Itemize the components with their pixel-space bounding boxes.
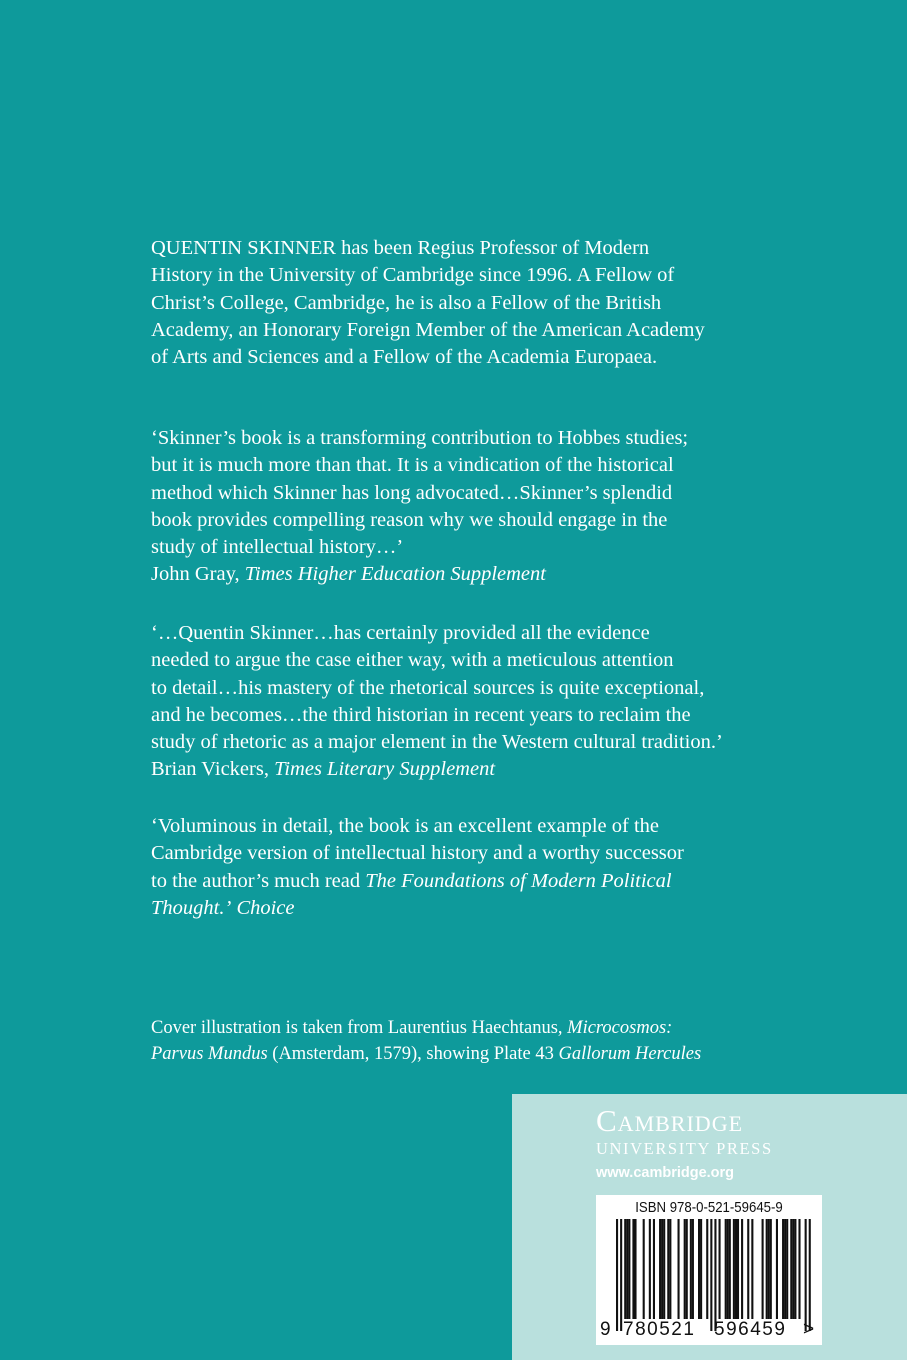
barcode-bar: [634, 1219, 636, 1319]
book-title: Thought.’: [151, 896, 232, 919]
review-attribution: [151, 756, 811, 783]
barcode-bar: [692, 1219, 694, 1319]
bio-line: of Arts and Sciences and a Fellow of the Academia Europaea.: [151, 346, 658, 369]
barcode-bar: [706, 1219, 708, 1319]
publisher-url: www.cambridge.org: [596, 1165, 735, 1181]
barcode-guard-bar: [616, 1219, 618, 1331]
review-line: study of rhetoric as a major element in the Western cultural tradition.’: [151, 731, 723, 754]
barcode-bar: [798, 1219, 800, 1319]
barcode-bar: [663, 1219, 665, 1319]
barcode-bar: [762, 1219, 764, 1319]
barcode-bar: [727, 1219, 729, 1319]
credit-text: Cover illustration is taken from Laurentius Haechtanus,: [151, 1018, 563, 1038]
barcode-bar: [782, 1219, 784, 1319]
barcode-bar: [786, 1219, 788, 1319]
artwork-title: Parvus Mundus: [151, 1043, 268, 1064]
barcode-bar: [628, 1219, 630, 1319]
review-line: ‘Skinner’s book is a transforming contribution to Hobbes studies;: [151, 427, 689, 449]
review-line: ‘…Quentin Skinner…has certainly provided all the evidence: [151, 622, 650, 644]
review-quote: [151, 813, 811, 922]
review-source: Choice: [236, 896, 295, 919]
cover-credit: [151, 1016, 811, 1067]
review-quote: [151, 620, 811, 784]
review-line: and he becomes…the third historian in recent years to reclaim the: [151, 703, 691, 726]
book-title: The Foundations of Modern Political: [365, 869, 672, 892]
review-attribution: [151, 561, 811, 588]
bio-line: History in the University of Cambridge since 1996. A Fellow of: [151, 264, 675, 287]
barcode-left-group: 780521: [623, 1319, 696, 1340]
credit-line: [151, 1016, 811, 1042]
barcode-bar: [776, 1219, 778, 1319]
barcode-right-group: 596459: [714, 1319, 787, 1340]
barcode-bar: [770, 1219, 772, 1319]
review-line: [151, 868, 811, 895]
review-line: needed to argue the case either way, with a meticulous attention: [151, 649, 674, 672]
barcode-bar: [669, 1219, 671, 1319]
bio-line: QUENTIN SKINNER has been Regius Professor of Modern: [151, 237, 650, 259]
publisher-panel: [512, 1094, 907, 1360]
review-line: to detail…his mastery of the rhetorical sources is quite exceptional,: [151, 676, 705, 699]
barcode-first-digit: 9: [600, 1319, 611, 1340]
credit-line: [151, 1042, 811, 1068]
bio-line: Academy, an Honorary Foreign Member of the American Academy: [151, 318, 705, 341]
review-source: Times Literary Supplement: [274, 758, 496, 781]
barcode-bar: [733, 1219, 735, 1319]
barcode-bar: [690, 1219, 692, 1319]
barcode-bar: [667, 1219, 669, 1319]
publisher-subtitle: UNIVERSITY PRESS: [596, 1139, 773, 1158]
review-line: book provides compelling reason why we should engage in the: [151, 508, 668, 531]
barcode-bar: [659, 1219, 661, 1319]
barcode-bar: [735, 1219, 737, 1319]
barcode-bar: [698, 1219, 700, 1319]
barcode-bar: [643, 1219, 645, 1319]
barcode-bar: [632, 1219, 634, 1319]
review-line: [151, 895, 811, 922]
review-line: ‘Voluminous in detail, the book is an excellent example of the: [151, 815, 660, 837]
review-line: Cambridge version of intellectual history and a worthy successor: [151, 842, 684, 865]
credit-text: (Amsterdam, 1579), showing Plate 43: [272, 1043, 554, 1064]
review-quote: [151, 425, 811, 589]
barcode-guard-bar: [714, 1219, 716, 1331]
review-source: Times Higher Education Supplement: [244, 563, 546, 586]
barcode-bar: [766, 1219, 768, 1319]
barcode-bar: [678, 1219, 680, 1319]
barcode-guard-bar: [710, 1219, 712, 1331]
barcode-bar: [686, 1219, 688, 1319]
barcode-bar: [624, 1219, 626, 1319]
publisher-logo-name: Cambridge: [596, 1103, 744, 1138]
review-text: to the author’s much read: [151, 869, 361, 892]
barcode-bar: [700, 1219, 702, 1319]
artwork-title: Microcosmos:: [567, 1018, 673, 1038]
bio-line: Christ’s College, Cambridge, he is also a Fellow of the British: [151, 291, 662, 314]
barcode-bar: [784, 1219, 786, 1319]
barcode: [596, 1195, 822, 1345]
barcode-bar: [792, 1219, 794, 1319]
review-line: method which Skinner has long advocated…Skinner’s splendid: [151, 481, 673, 504]
barcode-bar: [768, 1219, 770, 1319]
isbn-label: ISBN 978-0-521-59645-9: [635, 1199, 783, 1216]
plate-title: Gallorum Hercules: [558, 1043, 702, 1064]
barcode-bar: [626, 1219, 628, 1319]
author-bio: [151, 235, 811, 371]
review-line: but it is much more than that. It is a vindication of the historical: [151, 454, 674, 477]
barcode-bar: [719, 1219, 721, 1319]
barcode-bar: [794, 1219, 796, 1319]
barcode-bar: [751, 1219, 753, 1319]
barcode-guard-bar: [620, 1219, 622, 1331]
barcode-bar: [661, 1219, 663, 1319]
barcode-bar: [684, 1219, 686, 1319]
review-line: study of intellectual history…’: [151, 536, 404, 559]
barcode-bar: [729, 1219, 731, 1319]
barcode-bar: [653, 1219, 655, 1319]
reviewer-name: Brian Vickers,: [151, 758, 269, 781]
barcode-quiet-zone-mark: >: [803, 1319, 815, 1340]
barcode-bar: [747, 1219, 749, 1319]
barcode-bar: [790, 1219, 792, 1319]
barcode-bar: [725, 1219, 727, 1319]
barcode-guard-bar: [805, 1219, 807, 1331]
reviewer-name: John Gray,: [151, 563, 240, 586]
barcode-bar: [741, 1219, 743, 1319]
barcode-bar: [649, 1219, 651, 1319]
barcode-bar: [737, 1219, 739, 1319]
barcode-guard-bar: [809, 1219, 811, 1331]
